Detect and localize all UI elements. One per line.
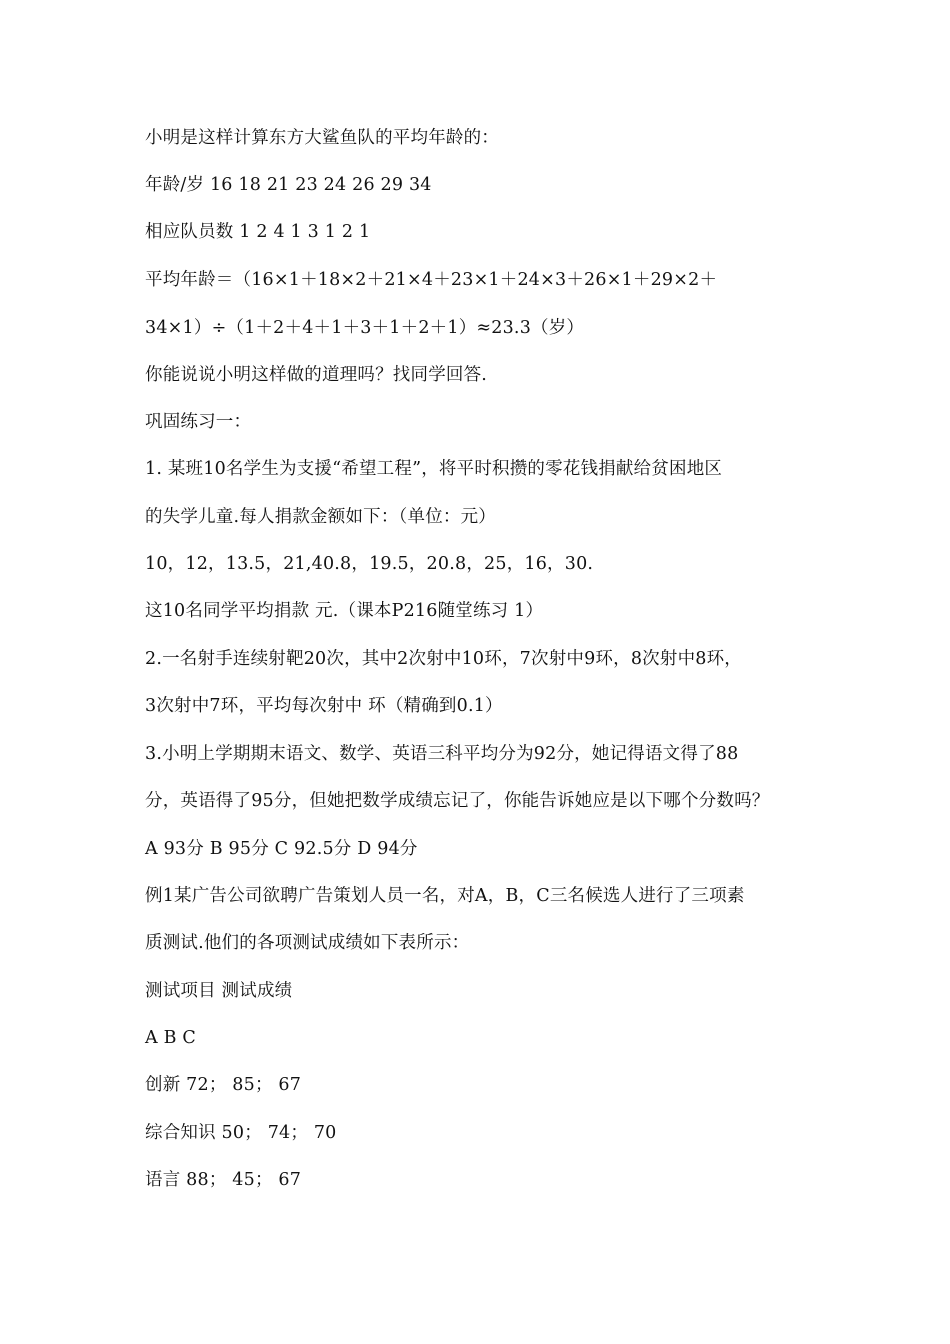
text-line: 你能说说小明这样做的道理吗？找同学回答. — [145, 365, 488, 385]
section-heading: 巩固练习一： — [145, 412, 252, 432]
text-line: 质测试.他们的各项测试成绩如下表所示： — [145, 933, 470, 953]
text-line: 10，12，13.5，21,40.8，19.5，20.8，25，16，30. — [145, 554, 594, 574]
text-line: 34×1）÷（1＋2＋4＋1＋3＋1＋2＋1）≈23.3（岁） — [145, 318, 585, 338]
text-line: 语言 88； 45； 67 — [145, 1170, 302, 1190]
text-line: 这10名同学平均捐款 元.（课本P216随堂练习 1） — [145, 601, 544, 621]
text-line: 1. 某班10名学生为支援“希望工程”，将平时积攒的零花钱捐献给贫困地区 — [145, 459, 723, 479]
text-line: 小明是这样计算东方大鲨鱼队的平均年龄的： — [145, 128, 499, 148]
text-line: 综合知识 50； 74； 70 — [145, 1123, 337, 1143]
text-line: A 93分 B 95分 C 92.5分 D 94分 — [145, 839, 418, 859]
text-line: 平均年龄＝（16×1＋18×2＋21×4＋23×1＋24×3＋26×1＋29×2＋ — [145, 270, 718, 290]
text-line: 年龄/岁 16 18 21 23 24 26 29 34 — [145, 175, 432, 195]
text-line: 3次射中7环，平均每次射中 环（精确到0.1） — [145, 696, 503, 716]
text-line: 相应队员数 1 2 4 1 3 1 2 1 — [145, 222, 371, 242]
text-line: 例1某广告公司欲聘广告策划人员一名，对A，B，C三名候选人进行了三项素 — [145, 886, 745, 906]
text-line: 2.一名射手连续射靶20次，其中2次射中10环，7次射中9环，8次射中8环， — [145, 649, 743, 669]
text-line: A B C — [145, 1028, 197, 1048]
text-line: 3.小明上学期期末语文、数学、英语三科平均分为92分，她记得语文得了88 — [145, 744, 739, 764]
text-line: 的失学儿童.每人捐款金额如下：（单位：元） — [145, 507, 497, 527]
text-line: 测试项目 测试成绩 — [145, 981, 293, 1001]
text-line: 创新 72； 85； 67 — [145, 1075, 302, 1095]
text-line: 分，英语得了95分，但她把数学成绩忘记了，你能告诉她应是以下哪个分数吗？ — [145, 791, 770, 811]
